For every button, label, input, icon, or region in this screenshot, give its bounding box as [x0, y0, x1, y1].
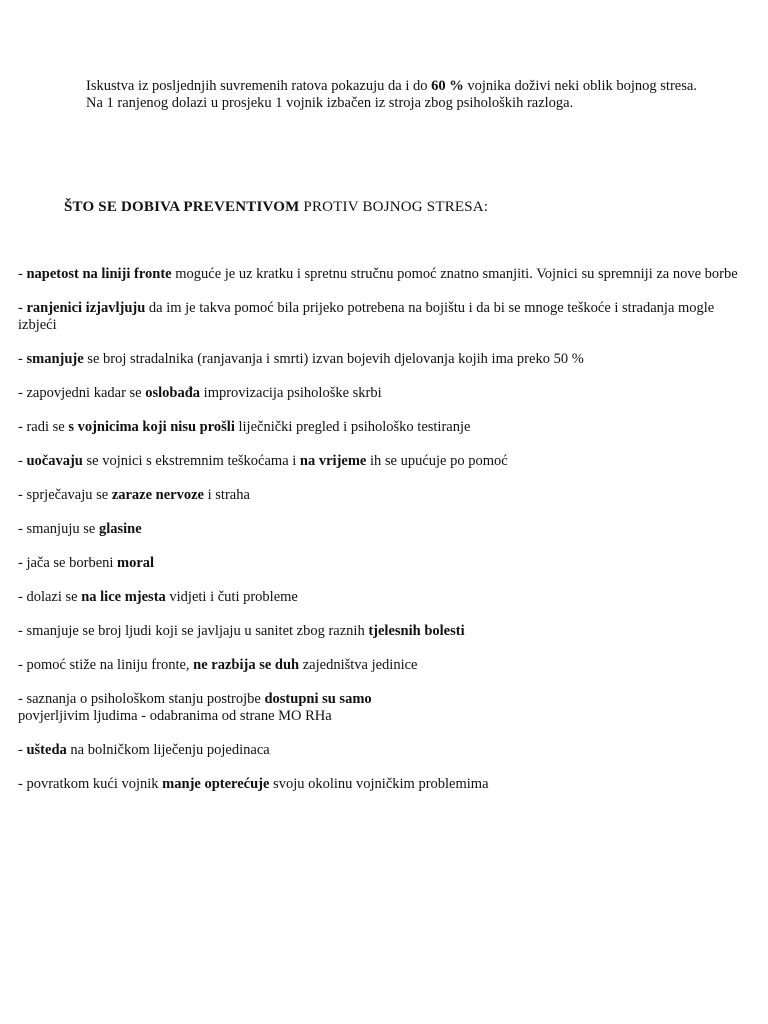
bold-text-run: glasine: [98, 521, 142, 537]
list-item: [18, 589, 748, 606]
bold-text-run: ŠTO SE DOBIVA PREVENTIVOM: [64, 199, 300, 215]
text-run: zajedništva jedinice: [299, 657, 418, 673]
list-item: [18, 742, 748, 759]
bold-text-run: ušteda: [26, 742, 67, 758]
text-run: i straha: [204, 487, 250, 503]
bold-text-run: uočavaju: [26, 453, 83, 469]
text-run: vojnika doživi neki oblik bojnog stresa.: [463, 78, 697, 94]
text-run: PROTIV BOJNOG STRESA:: [299, 199, 489, 215]
list-item: [18, 691, 748, 725]
text-run: na bolničkom liječenju pojedinaca: [66, 742, 270, 758]
text-run: improvizacija psihološke skrbi: [200, 385, 382, 401]
list-item: [18, 300, 748, 334]
text-run: da im je takva pomoć bila prijeko potrebena na bojištu i da bi se mnoge teškoće i stradanja mogle izbjeći: [18, 300, 715, 333]
text-run: vidjeti i čuti probleme: [165, 589, 298, 605]
list-item: [18, 487, 748, 504]
text-run: Na 1 ranjenog dolazi u prosjeku 1 vojnik izbačen iz stroja zbog psiholoških razloga.: [86, 95, 574, 111]
text-run: se vojnici s ekstremnim teškoćama i: [82, 453, 300, 469]
text-run: - pomoć stiže na liniju fronte,: [18, 657, 194, 673]
bold-text-run: moral: [117, 555, 155, 571]
benefits-list: [18, 266, 748, 810]
intro-paragraph-1: [18, 78, 748, 95]
text-run: - smanjuju se: [18, 521, 99, 537]
list-item: [18, 657, 748, 674]
text-run: svoju okolinu vojničkim problemima: [269, 776, 489, 792]
list-item: [18, 521, 748, 538]
text-run: - jača se borbeni: [18, 555, 118, 571]
bold-text-run: manje opterećuje: [162, 776, 270, 792]
text-run: povjerljivim ljudima - odabranima od strane MO RHa: [18, 708, 332, 724]
text-run: -: [18, 300, 27, 316]
bold-text-run: zaraze nervoze: [111, 487, 204, 503]
bold-text-run: na lice mjesta: [81, 589, 166, 605]
list-item: [18, 419, 748, 436]
document-page: [18, 78, 748, 112]
list-item: [18, 266, 748, 283]
list-item: [18, 453, 748, 470]
text-run: ih se upućuje po pomoć: [366, 453, 508, 469]
list-item: [18, 555, 748, 572]
bold-text-run: ranjenici izjavljuju: [26, 300, 146, 316]
intro-section: [18, 78, 748, 112]
text-run: - dolazi se: [18, 589, 82, 605]
bold-text-run: oslobađa: [145, 385, 201, 401]
text-run: moguće je uz kratku i spretnu stručnu pomoć znatno smanjiti. Vojnici su spremniji za nove borbe: [171, 266, 738, 282]
bold-text-run: tjelesnih bolesti: [368, 623, 465, 639]
bold-text-run: smanjuje: [26, 351, 84, 367]
list-item: [18, 385, 748, 402]
bold-text-run: napetost na liniji fronte: [26, 266, 172, 282]
section-heading: [64, 199, 724, 216]
text-run: - radi se: [18, 419, 69, 435]
list-item: [18, 623, 748, 640]
bold-text-run: na vrijeme: [299, 453, 367, 469]
text-run: se broj stradalnika (ranjavanja i smrti) izvan bojevih djelovanja kojih ima preko 50 %: [83, 351, 584, 367]
text-run: - povratkom kući vojnik: [18, 776, 163, 792]
intro-paragraph-2: [18, 95, 748, 112]
text-run: - saznanja o psihološkom stanju postrojbe: [18, 691, 265, 707]
bold-text-run: dostupni su samo: [264, 691, 372, 707]
text-run: - sprječavaju se: [18, 487, 112, 503]
text-run: -: [18, 351, 27, 367]
text-run: -: [18, 266, 27, 282]
text-run: -: [18, 742, 27, 758]
text-run: -: [18, 453, 27, 469]
text-run: - zapovjedni kadar se: [18, 385, 146, 401]
text-run: - smanjuje se broj ljudi koji se javljaju u sanitet zbog raznih: [18, 623, 369, 639]
bold-text-run: s vojnicima koji nisu prošli: [68, 419, 235, 435]
text-run: Iskustva iz posljednjih suvremenih ratova pokazuju da i do: [86, 78, 432, 94]
bold-text-run: 60 %: [431, 78, 464, 94]
text-run: liječnički pregled i psihološko testiranje: [234, 419, 471, 435]
bold-text-run: ne razbija se duh: [193, 657, 300, 673]
list-item: [18, 351, 748, 368]
list-item: [18, 776, 748, 793]
